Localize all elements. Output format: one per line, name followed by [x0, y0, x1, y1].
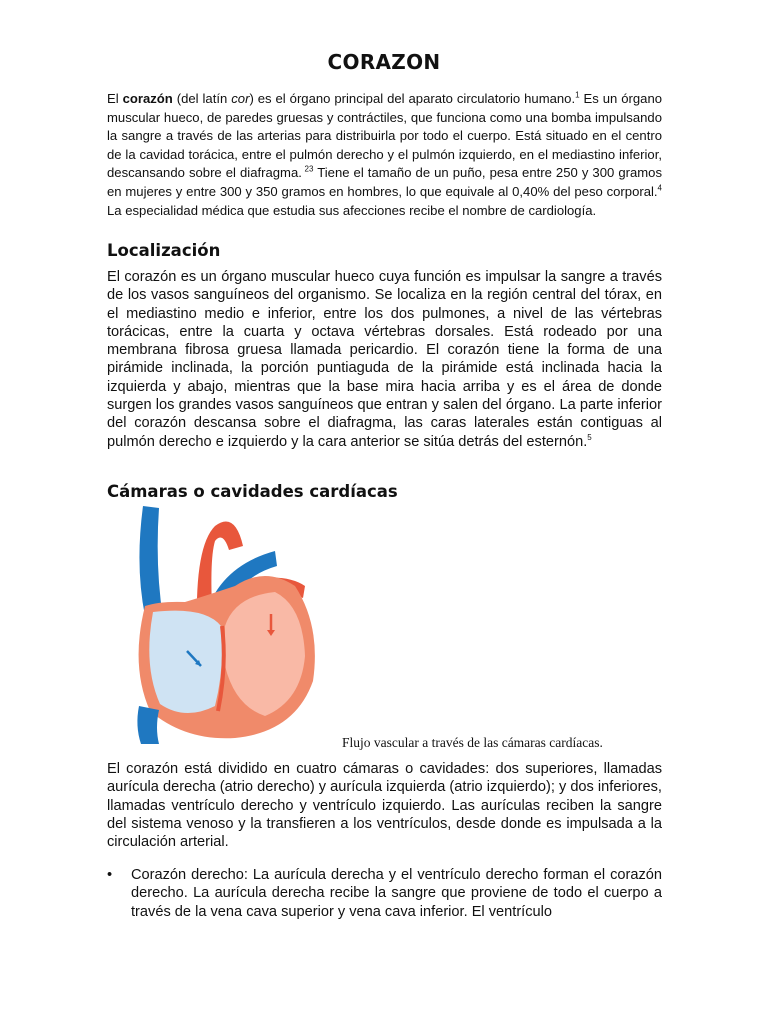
- intro-text-2: (del latín: [172, 91, 232, 106]
- intro-text-4: Es un órgano muscular hueco, de paredes gruesas y contráctiles, que funciona como una bomba impulsando la sangre a través de las arterias para distribuirla por todo el cuerpo. Está situado en el centro de la cavidad torácica, entre el pulmón derecho y el pulmón izquierdo, en el mediastino inferior, descansando sobre el diafragma.: [107, 91, 663, 181]
- inferior-vena-cava: [137, 706, 159, 744]
- footnote-ref-23[interactable]: 23: [301, 165, 314, 175]
- figure-caption: Flujo vascular a través de las cámaras cardíacas.: [342, 735, 603, 750]
- footnote-ref-1[interactable]: 1: [575, 90, 580, 100]
- page-title: CORAZON: [327, 50, 441, 74]
- intro-text-6: La especialidad médica que estudia sus afecciones recibe el nombre de cardiología.: [107, 202, 597, 218]
- footnote-ref-5[interactable]: 5: [587, 432, 592, 442]
- intro-paragraph: [107, 90, 662, 220]
- intro-bold-term: corazón: [122, 91, 173, 106]
- heart-illustration: [125, 506, 325, 744]
- heading-localizacion: Localización: [107, 241, 221, 260]
- superior-vena-cava: [139, 506, 163, 618]
- heart-diagram-image: [125, 506, 325, 744]
- intro-text-1: El: [107, 91, 123, 106]
- list-item-text: Corazón derecho: La aurícula derecha y el ventrículo derecho forman el corazón derecho. La aurícula derecha recibe la sangre que proviene de todo el cuerpo a través de la vena cava superior y vena cava inferior. El ventrículo: [131, 867, 662, 920]
- intro-text-5: Tiene el tamaño de un puño, pesa entre 250 y 300 gramos en mujeres y entre 300 y 350 gramos en hombres, lo que equivale al 0,40% del peso corporal.: [107, 165, 662, 199]
- list-item: [107, 866, 662, 921]
- bullet-marker: •: [107, 867, 113, 883]
- camaras-paragraph: El corazón está dividido en cuatro cámaras o cavidades: dos superiores, llamadas aurícula derecha (atrio derecho) y aurícula izquierda (atrio izquierdo); y dos inferiores, llamadas ventrículo derecho y ventrículo izquierdo. Las aurículas reciben la sangre del sistema venoso y la transfieren a los ventrículos, desde donde es impulsada a la circulación arterial.: [107, 761, 662, 851]
- localizacion-paragraph: [107, 268, 662, 451]
- localizacion-text: El corazón es un órgano muscular hueco cuya función es impulsar la sangre a través de los vasos sanguíneos del organismo. Se localiza en la región central del tórax, en el mediastino medio e inferior, entre los dos pulmones, a nivel de las vértebras torácicas, entre la cuarta y octava vértebras dorsales. Está rodeado por una membrana fibrosa gruesa llamada pericardio. El corazón tiene la forma de una pirámide inclinada, la porción puntiaguda de la pirámide está inclinada hacia la izquierda y abajo, mientras que la base mira hacia arriba y es el área de donde surgen los grandes vasos sanguíneos que entran y salen del órgano. La parte inferior del corazón descansa sobre el diafragma, las caras laterales están contiguas al pulmón derecho e izquierdo y la cara anterior se sitúa detrás del esternón.: [107, 269, 662, 450]
- intro-text-3: ) es el órgano principal del aparato circulatorio humano.: [249, 91, 576, 106]
- footnote-ref-4[interactable]: 4: [657, 183, 662, 193]
- heading-camaras: Cámaras o cavidades cardíacas: [107, 482, 398, 501]
- chambers-list: [107, 866, 662, 921]
- right-chambers: [149, 611, 222, 713]
- intro-italic-term: cor: [231, 91, 250, 106]
